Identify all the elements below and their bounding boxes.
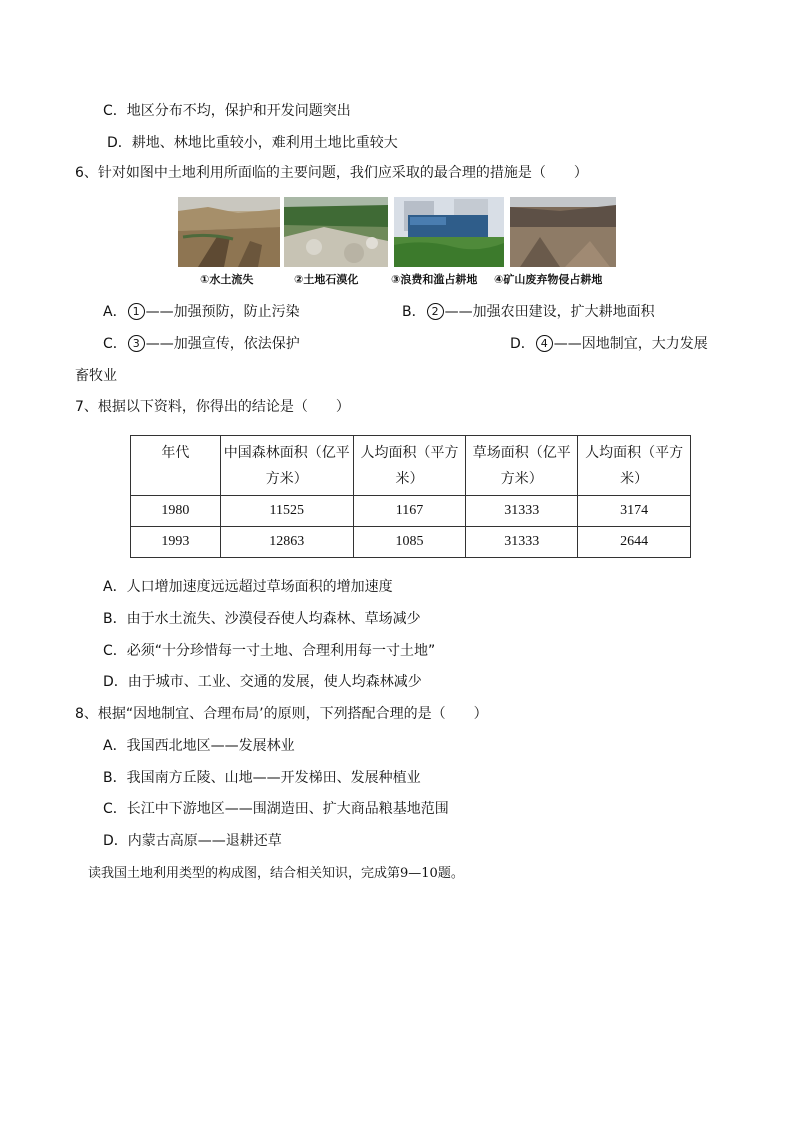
table-cell: 12863: [220, 527, 353, 558]
table-row: [131, 496, 691, 527]
circled-number-4: 4: [536, 335, 553, 352]
q6-option-a: A． 1 ——加强预防，防止污染: [103, 304, 300, 320]
header-forest-area: 中国森林面积（亿平 方米）: [220, 436, 353, 496]
table-cell: 2644: [578, 527, 691, 558]
table-row: [131, 527, 691, 558]
q6-option-b: B． 2 ——加强农田建设，扩大耕地面积: [402, 304, 655, 320]
q6-option-d-continued: 畜牧业: [75, 368, 117, 384]
circled-number-1: 1: [128, 303, 145, 320]
q7-option-d: D．由于城市、工业、交通的发展，使人均森林减少: [103, 674, 422, 690]
table-cell: 3174: [578, 496, 691, 527]
q8-option-d: D．内蒙古高原——退耕还草: [103, 833, 282, 849]
forest-grassland-table: [130, 435, 691, 558]
q6-option-c: C． 3 ——加强宣传，依法保护: [103, 336, 300, 352]
table-cell: 1993: [131, 527, 221, 558]
q8-option-c: C．长江中下游地区——围湖造田、扩大商品粮基地范围: [103, 801, 449, 817]
q5-option-c: C．地区分布不均，保护和开发问题突出: [103, 103, 351, 119]
photo-caption-1: ①水土流失: [200, 273, 254, 286]
table-cell: 31333: [466, 496, 578, 527]
header-grassland-area: 草场面积（亿平 方米）: [466, 436, 578, 496]
header-grassland-per-capita: 人均面积（平方 米）: [578, 436, 691, 496]
q9-10-instruction: 读我国土地利用类型的构成图，结合相关知识，完成第9—10题。: [88, 866, 464, 881]
q5-option-d: D．耕地、林地比重较小，难利用土地比重较大: [107, 135, 398, 151]
q8-option-b: B．我国南方丘陵、山地——开发梯田、发展种植业: [103, 770, 421, 786]
header-forest-per-capita: 人均面积（平方 米）: [353, 436, 466, 496]
q6-photo-strip: [178, 197, 618, 292]
table-cell: 1085: [353, 527, 466, 558]
q7-option-a: A．人口增加速度远远超过草场面积的增加速度: [103, 579, 393, 595]
soil-erosion-photo: [178, 197, 280, 267]
circled-number-3: 3: [128, 335, 145, 352]
q7-stem: 7、根据以下资料，你得出的结论是（ ）: [75, 399, 350, 415]
q6-stem: 6、针对如图中土地利用所面临的主要问题，我们应采取的最合理的措施是（ ）: [75, 165, 588, 181]
table-cell: 1980: [131, 496, 221, 527]
farmland-occupation-photo: [394, 197, 504, 267]
mine-waste-photo: [510, 197, 616, 267]
table-header-row: [131, 436, 691, 496]
header-year: 年代: [131, 436, 221, 496]
q7-option-b: B．由于水土流失、沙漠侵吞使人均森林、草场减少: [103, 611, 421, 627]
photo-caption-3: ③浪费和滥占耕地: [391, 273, 478, 286]
q6-option-d: D． 4 ——因地制宜，大力发展: [510, 336, 708, 352]
q7-option-c: C．必须“十分珍惜每一寸土地、合理利用每一寸土地”: [103, 643, 436, 659]
table-cell: 1167: [353, 496, 466, 527]
q8-option-a: A．我国西北地区——发展林业: [103, 738, 295, 754]
photo-caption-4: ④矿山废弃物侵占耕地: [494, 273, 603, 286]
circled-number-2: 2: [427, 303, 444, 320]
photo-caption-2: ②土地石漠化: [294, 273, 359, 286]
table-cell: 11525: [220, 496, 353, 527]
rocky-desertification-photo: [284, 197, 388, 267]
q8-stem: 8、根据“因地制宜、合理布局’的原则，下列搭配合理的是（ ）: [75, 706, 488, 722]
table-cell: 31333: [466, 527, 578, 558]
